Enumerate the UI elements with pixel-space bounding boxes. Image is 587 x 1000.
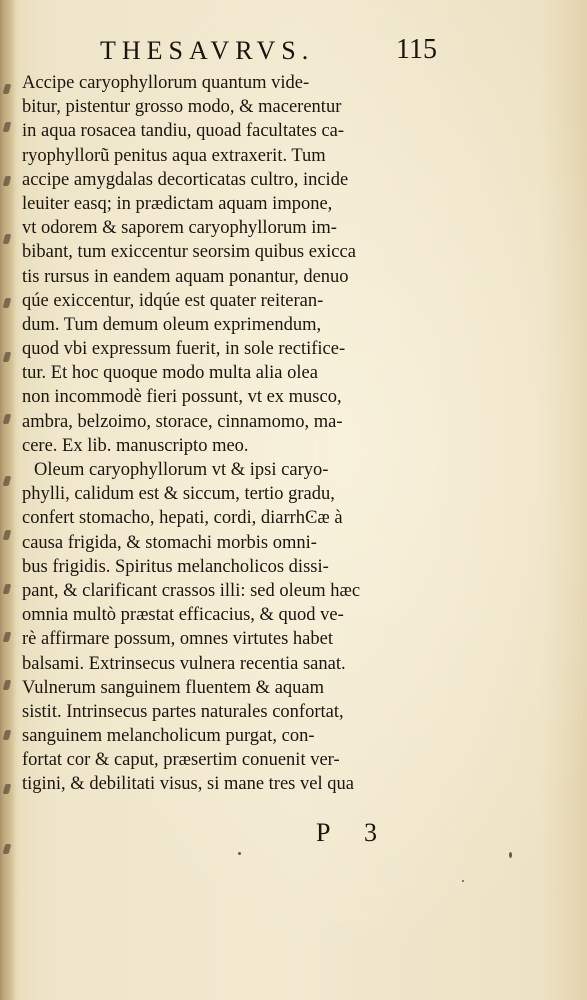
text-line: Accipe caryophyllorum quantum vide- (22, 73, 310, 93)
text-line: bitur, pistentur grosso modo, & macerentur (22, 97, 342, 118)
text-line: confert stomacho, hepati, cordi, diarrhϾæ à (22, 508, 343, 529)
text-line: pant, & clarificant crassos illi: sed oleum hæc (22, 580, 361, 601)
paragraph-start-line: Oleum caryophyllorum vt & ipsi caryo- (34, 460, 329, 480)
text-line: non incommodè fieri possunt, vt ex musco, (22, 387, 342, 408)
margin-bleed-marks (2, 84, 18, 904)
text-line: accipe amygdalas decorticatas cultro, incide (22, 169, 349, 190)
text-line: quod vbi expressum fuerit, in sole rectifice- (22, 339, 346, 360)
text-line: rè affirmare possum, omnes virtutes habet (22, 629, 333, 650)
text-line: ryophyllorũ penitus aqua extraxerit. Tum (22, 145, 326, 166)
running-title: THESAVRVS. (100, 36, 315, 65)
text-line: Vulnerum sanguinem fluentem & aquam (22, 677, 325, 698)
text-line: bus frigidis. Spiritus melancholicos dissi- (22, 556, 329, 577)
ink-speck (509, 852, 512, 858)
text-line: dum. Tum demum oleum exprimendum, (22, 314, 322, 335)
ink-speck (462, 880, 464, 882)
text-line: qúe exiccentur, idqúe est quater reiteran- (22, 290, 324, 311)
page-header (0, 34, 587, 74)
text-line: bibant, tum exiccentur seorsim quibus exicca (22, 242, 356, 263)
text-line: sanguinem melancholicum purgat, con- (22, 726, 315, 747)
text-line: balsami. Extrinsecus vulnera recentia sanat. (22, 653, 346, 674)
text-line: leuiter easq; in prædictam aquam impone, (22, 193, 333, 214)
page-number: 115 (396, 34, 437, 65)
text-line: vt odorem & saporem caryophyllorum im- (22, 218, 337, 239)
text-line: fortat cor & caput, præsertim conuenit ver- (22, 750, 340, 771)
text-line: causa frigida, & stomachi morbis omni- (22, 532, 317, 553)
text-line: ambra, belzoimo, storace, cinnamomo, ma- (22, 411, 343, 432)
ink-speck (238, 852, 241, 855)
text-line: omnia multò præstat efficacius, & quod ve- (22, 605, 344, 626)
text-line: in aqua rosacea tandiu, quoad facultates ca- (22, 121, 345, 142)
text-line: tur. Et hoc quoque modo multa alia olea (22, 363, 318, 384)
text-line: phylli, calidum est & siccum, tertio gradu, (22, 484, 335, 505)
text-line: tis rursus in eandem aquam ponantur, denuo (22, 266, 349, 287)
text-line: sistit. Intrinsecus partes naturales confortat, (22, 701, 344, 722)
text-line: tigini, & debilitati visus, si mane tres vel qua (22, 774, 354, 795)
text-line: cere. Ex lib. manuscripto meo. (22, 435, 249, 456)
signature-mark: P 3 (316, 818, 391, 847)
body-text (22, 71, 432, 797)
